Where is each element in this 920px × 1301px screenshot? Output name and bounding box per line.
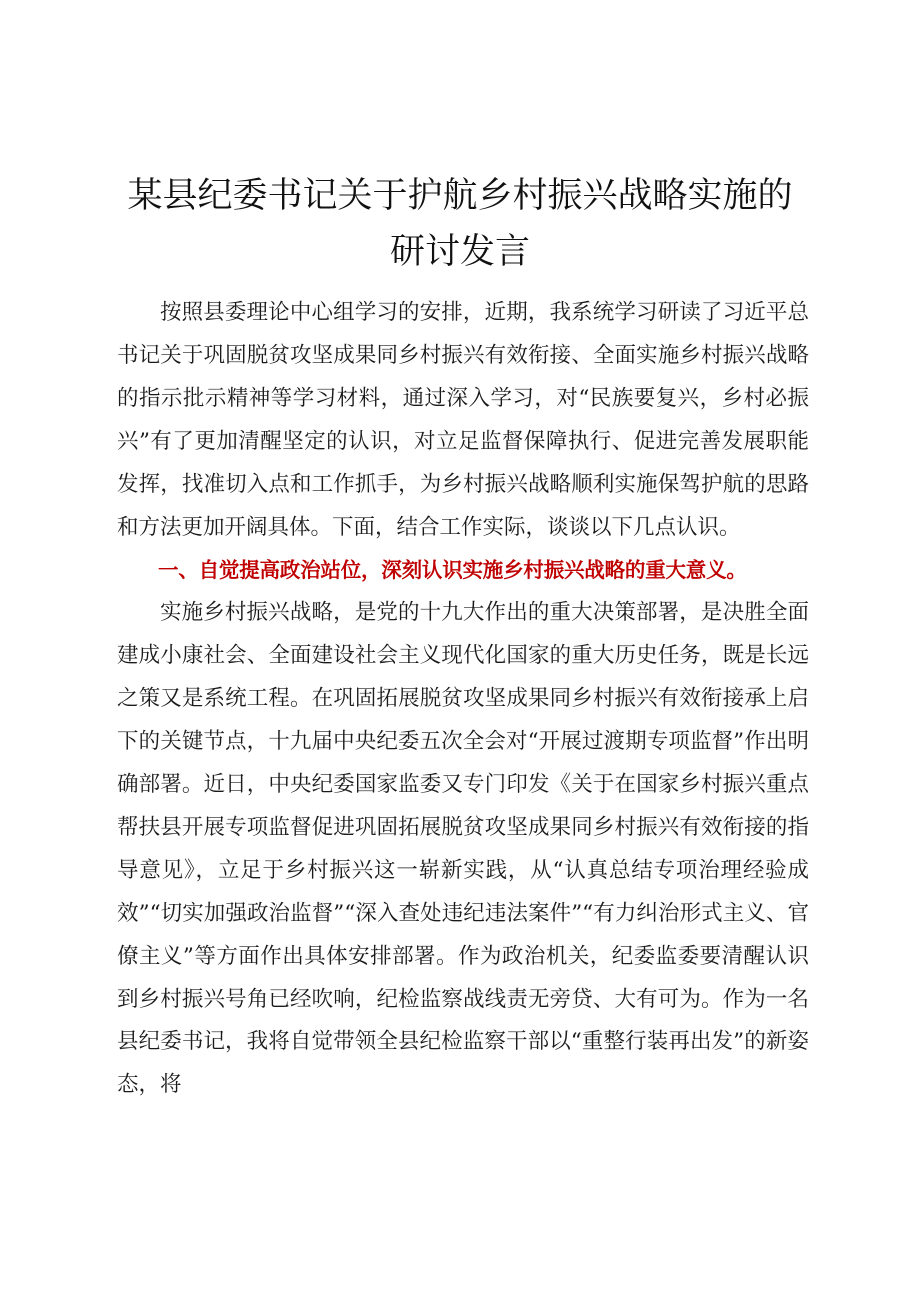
document-title <box>100 168 820 280</box>
title-line-2: 研讨发言 <box>389 232 530 272</box>
document-body <box>117 292 809 1107</box>
body-paragraph: 实施乡村振兴战略，是党的十九大作出的重大决策部署，是决胜全面建成小康社会、全面建设社会主义现代化国家的重大历史任务，既是长远之策又是系统工程。在巩固拓展脱贫攻坚成果同乡村振兴有效衔接承上启下的关键节点，十九届中央纪委五次全会对“开展过渡期专项监督”作出明确部署。近日，中央纪委国家监委又专门印发《关于在国家乡村振兴重点帮扶县开展专项监督促进巩固拓展脱贫攻坚成果同乡村振兴有效衔接的指导意见》，立足于乡村振兴这一崭新实践，从“认真总结专项治理经验成效”“切实加强政治监督”“深入查处违纪违法案件”“有力纠治形式主义、官僚主义”等方面作出具体安排部署。作为政治机关，纪委监委要清醒认识到乡村振兴号角已经吹响，纪检监察战线责无旁贷、大有可为。作为一名县纪委书记，我将自觉带领全县纪检监察干部以“重整行装再出发”的新姿态，将 <box>117 600 809 1098</box>
section-heading: 一、自觉提高政治站位，深刻认识实施乡村振兴战略的重大意义。 <box>158 558 747 583</box>
intro-paragraph: 按照县委理论中心组学习的安排，近期，我系统学习研读了习近平总书记关于巩固脱贫攻坚成果同乡村振兴有效衔接、全面实施乡村振兴战略的指示批示精神等学习材料，通过深入学习，对“民族要复兴，乡村必振兴”有了更加清醒坚定的认识，对立足监督保障执行、促进完善发展职能发挥，找准切入点和工作抓手，为乡村振兴战略顺利实施保驾护航的思路和方法更加开阔具体。下面，结合工作实际，谈谈以下几点认识。 <box>117 300 809 540</box>
title-line-1: 某县纪委书记关于护航乡村振兴战略实施的 <box>127 176 793 216</box>
